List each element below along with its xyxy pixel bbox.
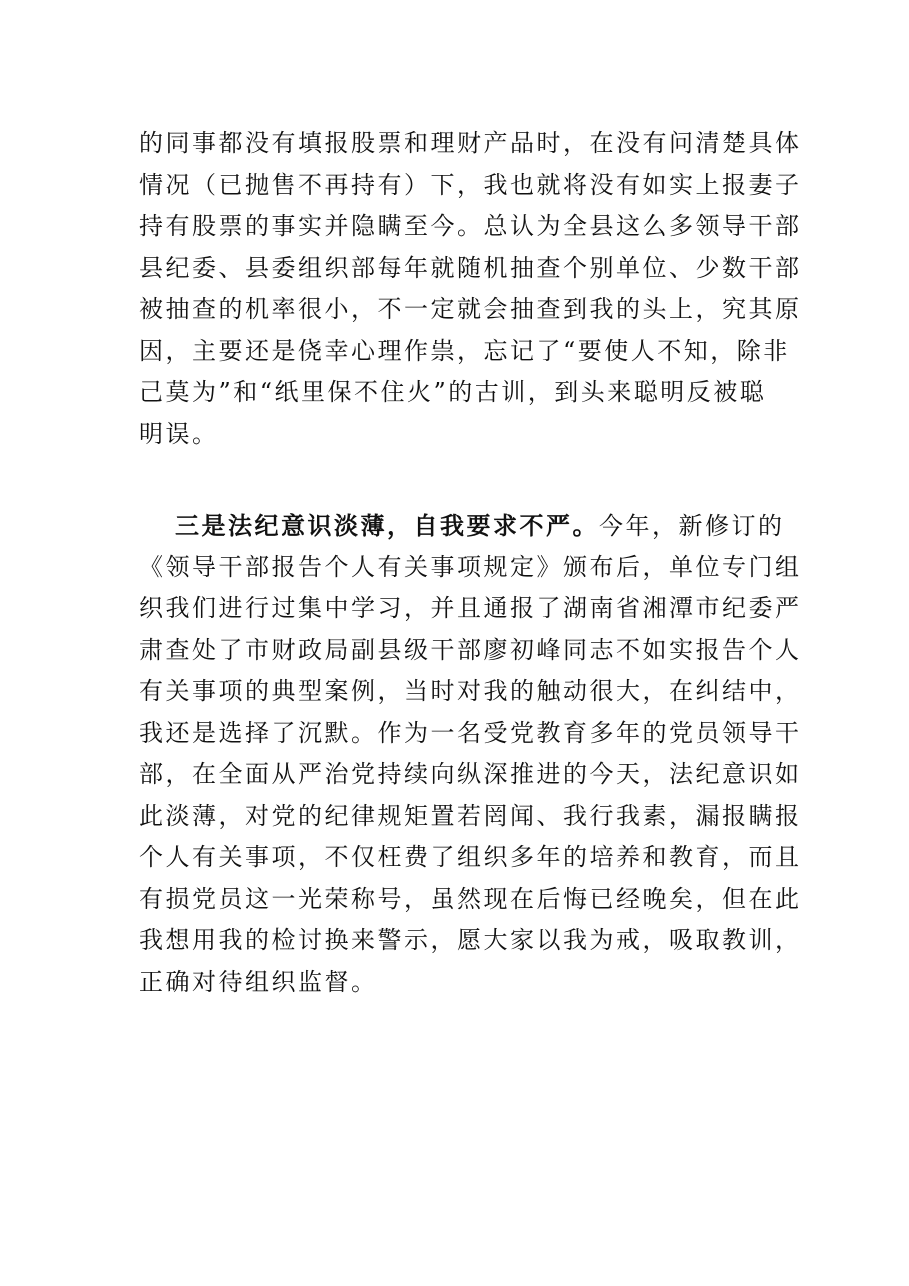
paragraph-1-line: 县纪委、县委组织部每年就随机抽查个别单位、少数干部 <box>139 253 802 282</box>
paragraph-2-line: 有关事项的典型案例，当时对我的触动很大，在纠结中， <box>139 677 802 705</box>
paragraph-2-line: 有损党员这一光荣称号，虽然现在后悔已经晚矣，但在此 <box>139 884 802 913</box>
paragraph-2-line: 《领导干部报告个人有关事项规定》颁布后，单位专门组 <box>139 552 802 581</box>
paragraph-2-first-line <box>139 505 785 547</box>
paragraph-2-line: 我还是选择了沉默。作为一名受党教育多年的党员领导干 <box>139 718 802 747</box>
paragraph-1-line: 持有股票的事实并隐瞒至今。总认为全县这么多领导干部 <box>139 212 802 240</box>
paragraph-2-line: 我想用我的检讨换来警示，愿大家以我为戒，吸取教训， <box>139 926 802 954</box>
paragraph-1 <box>139 123 802 455</box>
paragraph-2-heading: 三是法纪意识淡薄，自我要求不严。 <box>175 511 599 540</box>
paragraph-1-line: 的同事都没有填报股票和理财产品时，在没有问清楚具体 <box>139 129 802 157</box>
paragraph-2-line: 个人有关事项，不仅枉费了组织多年的培养和教育，而且 <box>139 843 802 871</box>
paragraph-2-line: 正确对待组织监督。 <box>139 967 378 996</box>
paragraph-1-line: 因，主要还是侥幸心理作祟，忘记了“要使人不知，除非 <box>139 336 790 365</box>
paragraph-2-line: 肃查处了市财政局副县级干部廖初峰同志不如实报告个人 <box>139 635 802 664</box>
paragraph-2 <box>139 505 802 1003</box>
paragraph-1-line: 己莫为”和“纸里保不住火”的古训，到头来聪明反被聪 <box>139 378 767 406</box>
paragraph-2-line: 部，在全面从严治党持续向纵深推进的今天，法纪意识如 <box>139 760 802 788</box>
paragraph-2-line: 织我们进行过集中学习，并且通报了湖南省湘潭市纪委严 <box>139 594 802 622</box>
paragraph-2-first-line-rest: 今年，新修订的 <box>599 512 785 540</box>
paragraph-1-line: 情况（已抛售不再持有）下，我也就将没有如实上报妻子 <box>139 170 802 199</box>
paragraph-2-line: 此淡薄，对党的纪律规矩置若罔闻、我行我素，漏报瞒报 <box>139 801 802 830</box>
paragraph-1-line: 被抽查的机率很小，不一定就会抽查到我的头上，究其原 <box>139 295 802 323</box>
paragraph-1-line: 明误。 <box>139 419 219 448</box>
